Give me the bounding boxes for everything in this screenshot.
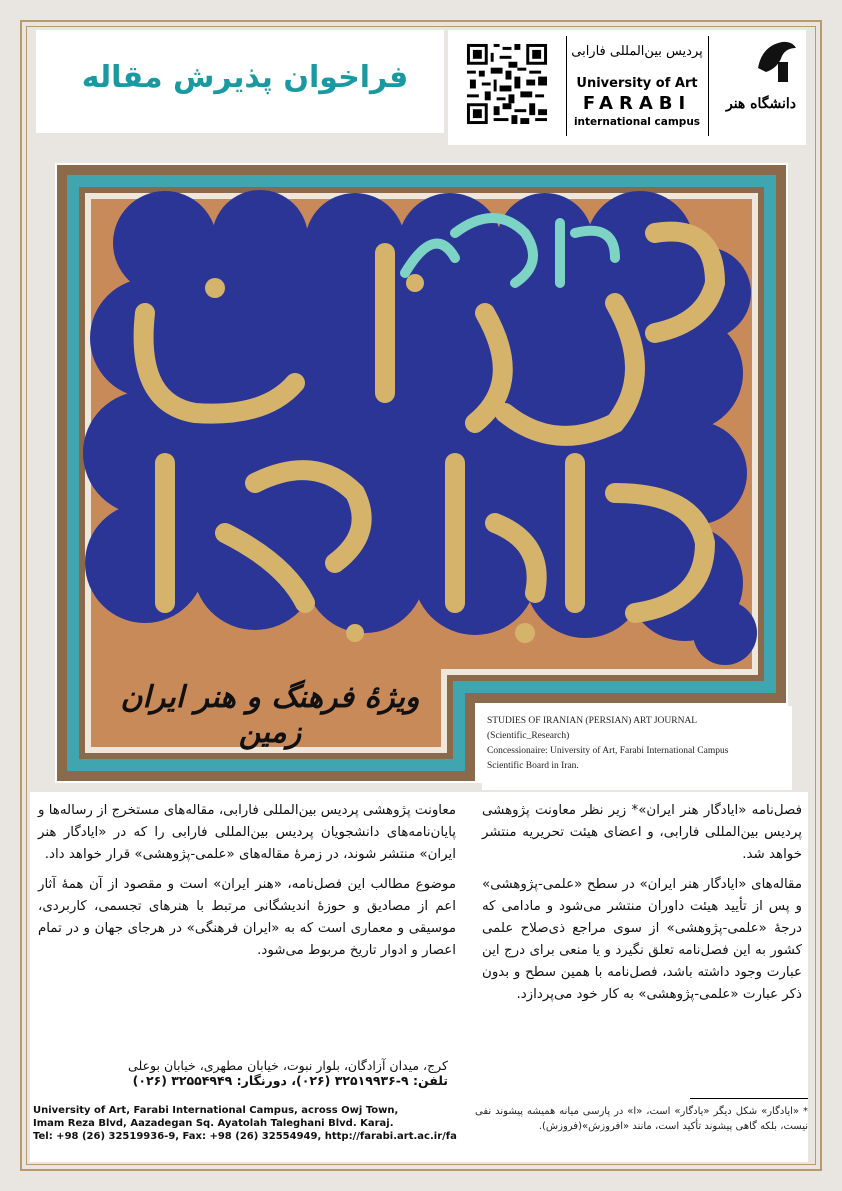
footnote: * «ایادگار» شکل دیگر «یادگار» است، «ا» در پارسی میانه همیشه پیشوند نفی نیست، بلکه گاهی پیشوند تأکید است، مانند «افروزش»(فروزش).	[475, 1106, 808, 1132]
left-paragraph-2: موضوع مطالب این فصل‌نامه، «هنر ایران» است و مقصود از آن همهٔ آثار اعم از مصادیق و حوزهٔ اندیشگانی مرتبط با هنرهای تجسمی، کاربردی، موسیقی و معماری است که به «ایران فرهنگی» در هرجای جهان و در تمام اعصار و ادوار تاریخ مربوط می‌شود.	[38, 877, 456, 958]
caption-line-4: Scientific Board in Iran.	[487, 761, 579, 771]
caption-line-3: Concessionaire: University of Art, Farabi International Campus	[487, 746, 729, 756]
university-emblem-icon	[752, 38, 798, 86]
cover-tagline: ویژهٔ فرهنگ و هنر ایران زمین	[120, 680, 420, 750]
left-paragraph-1: معاونت پژوهشی پردیس بین‌المللی فارابی، مقاله‌های مستخرج از رساله‌ها و پایان‌نامه‌های دانشجویان پردیس بین‌المللی فارابی را که در «ایادگار هنر ایران» منتشر شوند، در زمرهٔ مقاله‌های «علمی-پژوهشی» قرار خواهد داد.	[38, 803, 456, 862]
university-name-fa: دانشگاه هنر	[725, 96, 797, 112]
caption-line-1: STUDIES OF IRANIAN (PERSIAN) ART JOURNAL	[487, 716, 698, 726]
address-en	[33, 1104, 463, 1143]
right-column	[482, 800, 802, 1014]
campus-name-fa: پردیس بین‌المللی فارابی	[571, 44, 703, 59]
right-paragraph-1: فصل‌نامه «ایادگار هنر ایران»* زیر نظر معاونت پژوهشی پردیس بین‌المللی فارابی، و اعضای هیئت تحریریه منتشر خواهد شد.	[482, 803, 802, 862]
caption-line-2: (Scientific_Research)	[487, 731, 570, 741]
address-en-line-2: Imam Reza Blvd, Aazadegan Sq. Ayatolah Taleghani Blvd. Karaj.	[33, 1118, 394, 1129]
address-en-line-3: Tel: +98 (26) 32519936-9, Fax: +98 (26) 32554949, http://farabi.art.ac.ir/fa	[33, 1131, 457, 1142]
right-paragraph-2: مقاله‌های «ایادگار هنر ایران» در سطح «علمی-پژوهشی» و پس از تأیید هیئت داوران منتشر می‌شود و مادامی که درجهٔ «علمی-پژوهشی» از سوی مراجع ذی‌صلاح علمی کشور به این فصل‌نامه تعلق نگیرد و یا منعی برای درج این عبارت وجود داشته باشد، فصل‌نامه با همین سطح و بدون ذکر عبارت «علمی-پژوهشی» به کار خود می‌پردازد.	[482, 877, 802, 1002]
campus-divider	[566, 36, 567, 136]
page-title: فراخوان پذیرش مقاله	[81, 60, 409, 95]
campus-name-en-1: University of Art	[576, 76, 698, 91]
campus-name-en-3: international campus	[573, 116, 701, 128]
address-fa-line-1: کرج، میدان آزادگان، بلوار نبوت، خیابان مطهری، خیابان بوعلی	[128, 1058, 448, 1073]
campus-divider-2	[708, 36, 709, 136]
address-en-line-1: University of Art, Farabi International Campus, across Owj Town,	[33, 1105, 399, 1116]
address-fa-line-2: تلفن: ۹-۳۲۵۱۹۹۳۶ (۰۲۶)، دورنگار: ۳۲۵۵۴۹۴۹ (۰۲۶)	[132, 1073, 448, 1088]
qr-code-icon	[464, 41, 550, 127]
address-fa	[33, 1058, 448, 1088]
left-column	[38, 800, 456, 970]
footnote-divider	[690, 1098, 808, 1099]
campus-name-en-2: FARABI	[582, 93, 692, 114]
journal-caption	[487, 714, 787, 774]
